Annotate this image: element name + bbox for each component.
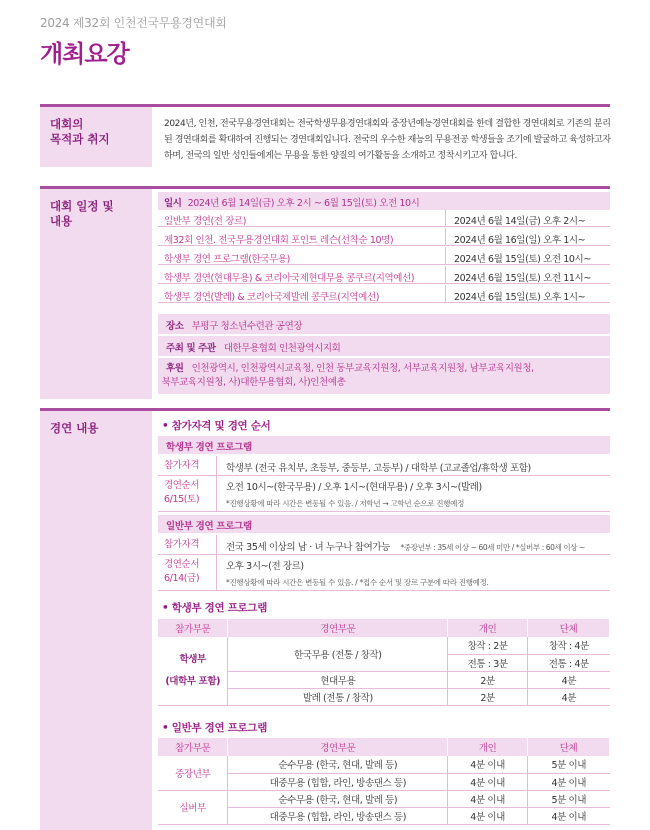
- student-table-title: • 학생부 경연 프로그램: [162, 602, 268, 614]
- order-key: 경연순서: [164, 480, 200, 491]
- general-program-table: [158, 738, 610, 825]
- table-header: 경연부문: [228, 619, 448, 637]
- general-program-bar: 일반부 경연 프로그램: [158, 515, 610, 533]
- category-cell: 대중무용 (힙합, 라인, 방송댄스 등): [228, 807, 448, 824]
- table-header: 참가부문: [158, 738, 228, 756]
- individual-cell: 4분 이내: [448, 807, 528, 824]
- schedule-event: 제32회 인천. 전국무용경연대회 포인트 레슨(선착순 10명): [164, 235, 394, 246]
- general-eligibility-row: [158, 535, 610, 555]
- table-header: 경연부문: [228, 738, 448, 756]
- student-program-bar: 학생부 경연 프로그램: [158, 436, 610, 454]
- dates-value: 2024년 6월 14일(금) 오후 2시 ~ 6월 15일(토) 오전 10시: [187, 198, 420, 209]
- individual-cell: 4분 이내: [448, 756, 528, 773]
- dates-label: 일시: [164, 198, 182, 209]
- schedule-time: 2024년 6월 15일(토) 오전 10시~: [454, 254, 591, 265]
- schedule-row: [158, 266, 610, 284]
- order-key: 경연순서: [164, 559, 200, 570]
- sponsor-line2: 북부교육지원청, 사)대한무용협회, 사)인천예총: [161, 377, 346, 388]
- group-cell: 4분 이내: [528, 773, 610, 790]
- order-value: 오후 3시~(전 장르): [226, 561, 304, 572]
- table-header: 단체: [528, 619, 610, 637]
- student-program-table: [158, 619, 610, 706]
- group-cell: 4분 이내: [528, 807, 610, 824]
- student-order-row: [158, 476, 610, 512]
- group-cell: 5분 이내: [528, 790, 610, 807]
- order-date: 6/14(금): [164, 573, 200, 584]
- individual-cell: 4분 이내: [448, 790, 528, 807]
- contest-heading-text: 경연 내용: [50, 421, 99, 435]
- table-header: 참가부문: [158, 619, 228, 637]
- group-cell: 4분: [528, 671, 610, 688]
- order-date: 6/15(토): [164, 494, 200, 505]
- group-name-cell: 중장년부: [158, 756, 228, 790]
- schedule-time: 2024년 6월 14일(금) 오후 2시~: [454, 216, 586, 227]
- table-row: [158, 790, 610, 807]
- general-order-row: [158, 555, 610, 591]
- group-cell: 전통 : 4분: [528, 654, 610, 671]
- schedule-dates: [158, 192, 610, 210]
- schedule-time: 2024년 6월 15일(토) 오후 1시~: [454, 292, 586, 303]
- table-header-row: [158, 738, 610, 756]
- order-value: 오전 10시~(한국무용) / 오후 1시~(현대무용) / 오후 3시~(발레): [226, 482, 482, 493]
- eligibility-title: • 참가자격 및 경연 순서: [162, 420, 271, 432]
- category-cell: 발레 (전통 / 창작): [228, 688, 448, 705]
- individual-cell: 2분: [448, 671, 528, 688]
- page-subtitle: 2024 제32회 인천전국무용경연대회: [40, 16, 227, 30]
- venue-label: 장소: [166, 321, 184, 332]
- venue-value: 부평구 청소년수련관 공연장: [191, 321, 303, 332]
- purpose-heading: [40, 107, 152, 167]
- schedule-event: 일반부 경연(전 장르): [164, 216, 247, 227]
- group-line1: 학생부: [179, 653, 206, 665]
- category-cell: 순수무용 (한국, 현대, 발레 등): [228, 790, 448, 807]
- table-row: [158, 637, 610, 654]
- eligibility-value: 학생부 (전국 유치부, 초등부, 중등부, 고등부) / 대학부 (고교졸업/휴학생 포함): [226, 463, 531, 474]
- group-cell: 5분 이내: [528, 756, 610, 773]
- group-name-cell: 실버부: [158, 790, 228, 824]
- table-header-row: [158, 619, 610, 637]
- schedule-row: [158, 228, 610, 246]
- eligibility-key: 참가자격: [164, 460, 200, 471]
- venue-row: [158, 314, 610, 334]
- purpose-heading-line2: 목적과 취지: [50, 132, 110, 146]
- category-cell: 현대무용: [228, 671, 448, 688]
- eligibility-value: 전국 35세 이상의 남 · 녀 누구나 참여가능: [226, 542, 390, 553]
- table-header: 개인: [448, 619, 528, 637]
- eligibility-key: 참가자격: [164, 539, 200, 550]
- host-value: 대한무용협회 인천광역시지회: [223, 343, 341, 354]
- individual-cell: 2분: [448, 688, 528, 705]
- group-cell: 4분: [528, 688, 610, 705]
- table-row: [158, 756, 610, 773]
- purpose-text: 2024년, 인천, 전국무용경연대회는 전국학생무용경연대회와 중장년예능경연대회를 한데 결합한 경연대회로 기존의 분리된 경연대회를 확대하여 진행되는 경연대회입니다. 전국의 우수한 재능의 무용전공 학생들을 조기에 발굴하고 육성하고자 하며, 전국의 일반 성인들에게는 무용을 통한 양질의 여가활동을 소개하고 정착시키고자 합니다.: [164, 119, 611, 161]
- group-cell: 창작 : 4분: [528, 637, 610, 654]
- individual-cell: 전통 : 3분: [448, 654, 528, 671]
- host-label: 주최 및 주관: [166, 343, 216, 354]
- sponsor-row: [158, 358, 610, 394]
- schedule-row: [158, 209, 610, 227]
- schedule-event: 학생부 경연(발레) & 코리아국제발레 콩쿠르(지역예선): [164, 292, 380, 303]
- schedule-event: 학생부 경연 프로그램(한국무용): [164, 254, 290, 265]
- group-line2: (대학부 포함): [165, 675, 221, 687]
- general-table-title: • 일반부 경연 프로그램: [162, 722, 268, 734]
- order-note: *진행상황에 따라 시간은 변동될 수 있음. / 저학년 → 고학년 순으로 진행예정: [226, 499, 465, 508]
- category-cell: 순수무용 (한국, 현대, 발레 등): [228, 756, 448, 773]
- host-row: [158, 336, 610, 356]
- individual-cell: 창작 : 2분: [448, 637, 528, 654]
- student-group-cell: [158, 637, 228, 705]
- category-cell: 대중무용 (힙합, 라인, 방송댄스 등): [228, 773, 448, 790]
- schedule-time: 2024년 6월 16일(일) 오후 1시~: [454, 235, 586, 246]
- purpose-heading-line1: 대회의: [50, 117, 84, 131]
- student-eligibility-row: [158, 456, 610, 476]
- individual-cell: 4분 이내: [448, 773, 528, 790]
- schedule-row: [158, 285, 610, 303]
- schedule-event: 학생부 경연(현대무용) & 코리아국제현대무용 콩쿠르(지역예선): [164, 273, 415, 284]
- sponsor-line1: 인천광역시, 인천광역시교육청, 인천 동부교육지원청, 서부교육지원청, 남부교육지원청,: [191, 363, 534, 374]
- schedule-row: [158, 247, 610, 265]
- order-note: *진행상황에 따라 시간은 변동될 수 있음. / *접수 순서 및 장르 구분에 따라 진행예정.: [226, 578, 489, 587]
- table-header: 단체: [528, 738, 610, 756]
- table-header: 개인: [448, 738, 528, 756]
- schedule-heading-line1: 대회 일정 및: [50, 199, 114, 213]
- contest-heading: [40, 411, 152, 830]
- schedule-heading-line2: 내용: [50, 214, 73, 228]
- category-cell: 한국무용 (전통 / 창작): [228, 637, 448, 671]
- page-title: 개최요강: [40, 40, 129, 68]
- schedule-time: 2024년 6월 15일(토) 오전 11시~: [454, 273, 591, 284]
- sponsor-label: 후원: [166, 363, 184, 374]
- schedule-heading: [40, 189, 152, 399]
- eligibility-note: *중장년부 : 35세 이상 ~ 60세 미만 / *실버부 : 60세 이상 ~: [400, 543, 585, 552]
